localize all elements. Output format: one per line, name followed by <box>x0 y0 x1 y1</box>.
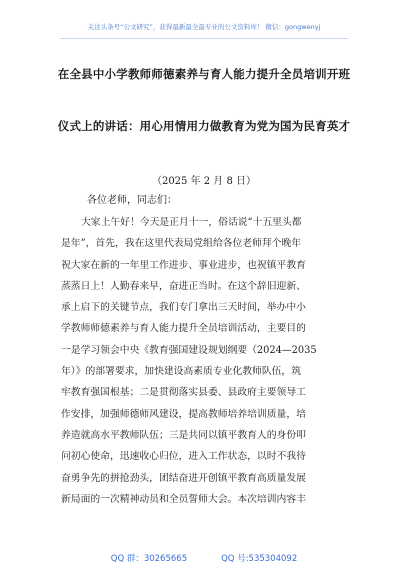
body-line: 问初心使命，迅速收心归位，进入工作状态，以时不我待 <box>61 451 306 463</box>
document-date: （2025 年 2 月 8 日） <box>151 176 257 187</box>
footer-qq-number: QQ 号:535304092 <box>221 554 298 564</box>
body-line: 奋勇争先的拼抢劲头，团结奋进开创镇平教育高质量发展 <box>61 472 306 484</box>
body-line: 作安排，加强师德师风建设，提高教师培养培训质量，培 <box>61 408 306 420</box>
document-title-line-2: 仪式上的讲话：用心用情用力做教育为党为国为民育英才 <box>57 119 351 133</box>
body-line: 祝大家在新的一年里工作进步、事业进步，也祝镇平教育 <box>61 259 306 271</box>
body-line: 养造就高水平教师队伍；三是共同以镇平教育人的身份叩 <box>61 429 306 441</box>
salutation: 各位老师，同志们： <box>87 195 177 206</box>
footer-qq-group: QQ 群：30265665 <box>110 554 188 564</box>
body-line: 是年”，首先，我在这里代表局党组给各位老师拜个晚年 <box>61 238 302 250</box>
footer-note <box>0 552 408 564</box>
body-line: 承上启下的关键节点，我们专门拿出三天时间，举办中小 <box>61 302 306 314</box>
body-line: 一是学习领会中央《教育强国建设规划纲要（2024—2035 <box>61 344 317 356</box>
body-line: 新局面的一次精神动员和全员誓师大会。本次培训内容丰 <box>61 493 306 505</box>
body-line: 牢教育强国根基；二是贯彻落实县委、县政府主要领导工 <box>61 387 306 399</box>
header-divider <box>60 38 348 39</box>
body-line: 学教师师德素养与育人能力提升全员培训活动，主要目的 <box>61 323 306 335</box>
body-text <box>61 212 351 510</box>
header-note: 关注头条号“公文研究”，获得最新最全最专业的公文资料库！ 微信：gongwenyj <box>87 23 321 31</box>
body-line: 大家上午好！今天是正月十一，俗话说“十五里头都 <box>81 217 302 228</box>
document-title-line-1: 在全县中小学教师师德素养与育人能力提升全员培训开班 <box>57 67 351 81</box>
body-line: 蒸蒸日上！人勤春来早，奋进正当时。在这个辞旧迎新、 <box>61 280 306 292</box>
body-line: 年）》的部署要求，加快建设高素质专业化教师队伍，筑 <box>61 366 302 378</box>
